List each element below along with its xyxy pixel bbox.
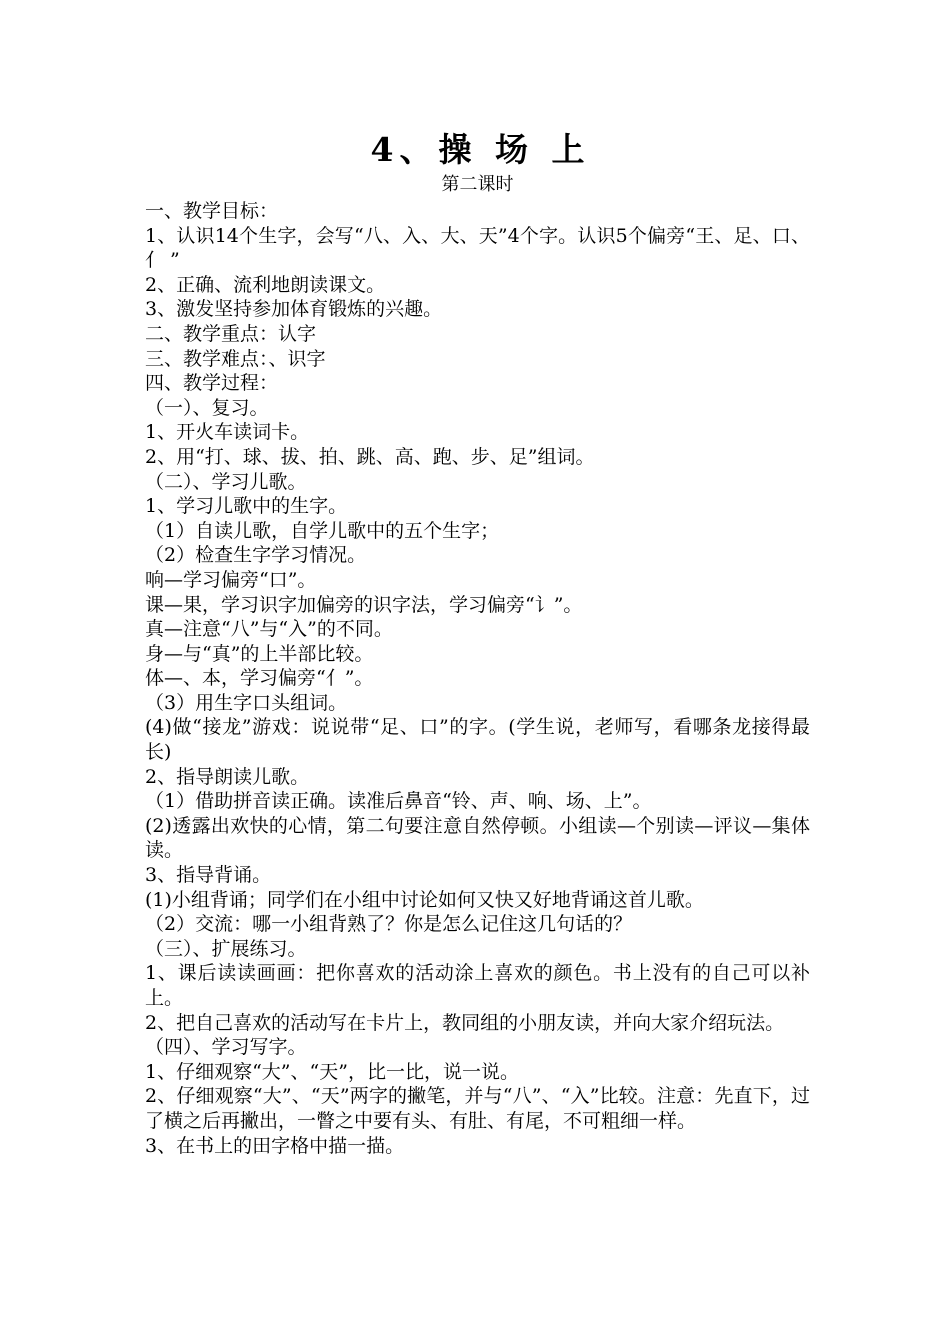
- subsection-heading: （四）、学习写字。: [145, 1036, 307, 1059]
- text-line: 课—果，学习识字加偏旁的识字法，学习偏旁“讠”。: [145, 593, 583, 616]
- subsection-heading: （三）、扩展练习。: [145, 937, 307, 960]
- subsection-heading: （二）、学习儿歌。: [145, 470, 307, 493]
- text-line: 2、用“打、球、拔、拍、跳、高、跑、步、足”组词。: [145, 445, 595, 468]
- lesson-subtitle: 第二课时: [441, 174, 514, 195]
- text-line: （2）交流：哪一小组背熟了？你是怎么记住这几句话的？: [145, 913, 633, 936]
- text-line: 3、激发坚持参加体育锻炼的兴趣。: [145, 298, 443, 321]
- text-line: 1、仔细观察“大”、“天”，比一比，说一说。: [145, 1060, 519, 1083]
- text-line: 2、把自己喜欢的活动写在卡片上，教同组的小朋友读，并向大家介绍玩法。: [145, 1011, 785, 1034]
- text-line: 1、开火车读词卡。: [145, 421, 310, 444]
- text-line: 身—与“真”的上半部比较。: [145, 642, 374, 665]
- text-line: (1)小组背诵；同学们在小组中讨论如何又快又好地背诵这首儿歌。: [145, 888, 704, 911]
- text-line: （2）检查生字学习情况。: [145, 544, 367, 567]
- text-line: 真—注意“八”与“入”的不同。: [145, 618, 393, 641]
- lesson-title: 4、操 场 上: [370, 130, 591, 169]
- section-heading: 二、教学重点：认字: [145, 322, 317, 345]
- text-line: （1）借助拼音读正确。读准后鼻音“铃、声、响、场、上”。: [145, 790, 652, 813]
- text-line: 2、正确、流利地朗读课文。: [145, 273, 386, 296]
- text-line: 1、课后读读画画：把你喜欢的活动涂上喜欢的颜色。书上没有的自己可以补上。: [145, 962, 810, 1009]
- text-line: 1、学习儿歌中的生字。: [145, 495, 348, 518]
- text-line: 响—学习偏旁“口”。: [145, 568, 317, 591]
- text-line: 体—、本，学习偏旁“亻”。: [145, 667, 374, 690]
- text-line: 2、指导朗读儿歌。: [145, 765, 310, 788]
- section-heading: 四、教学过程：: [145, 372, 279, 395]
- section-heading: 三、教学难点：、识字: [145, 347, 326, 370]
- text-line: (2)透露出欢快的心情，第二句要注意自然停顿。小组读—个别读—评议—集体读。: [145, 814, 810, 862]
- text-line: 1、认识14个生字，会写“八、入、大、天”4个字。认识5个偏旁“王、足、口、亻 ”: [145, 224, 810, 272]
- text-line: （1）自读儿歌，自学儿歌中的五个生字；: [145, 519, 500, 542]
- text-line: (4)做“接龙”游戏：说说带“足、口”的字。(学生说，老师写，看哪条龙接得最长): [145, 716, 810, 764]
- text-line: 3、在书上的田字格中描一描。: [145, 1134, 405, 1157]
- document-page: [145, 128, 810, 1158]
- text-line: 2、仔细观察“大”、“天”两字的撇笔，并与“八”、“入”比较。注意：先直下，过了横之后再撇出，一瞥之中要有头、有肚、有尾，不可粗细一样。: [145, 1085, 810, 1132]
- subsection-heading: （一）、复习。: [145, 396, 269, 419]
- section-heading: 一、教学目标：: [145, 200, 279, 222]
- text-line: 3、指导背诵。: [145, 864, 272, 887]
- text-line: （3）用生字口头组词。: [145, 691, 348, 714]
